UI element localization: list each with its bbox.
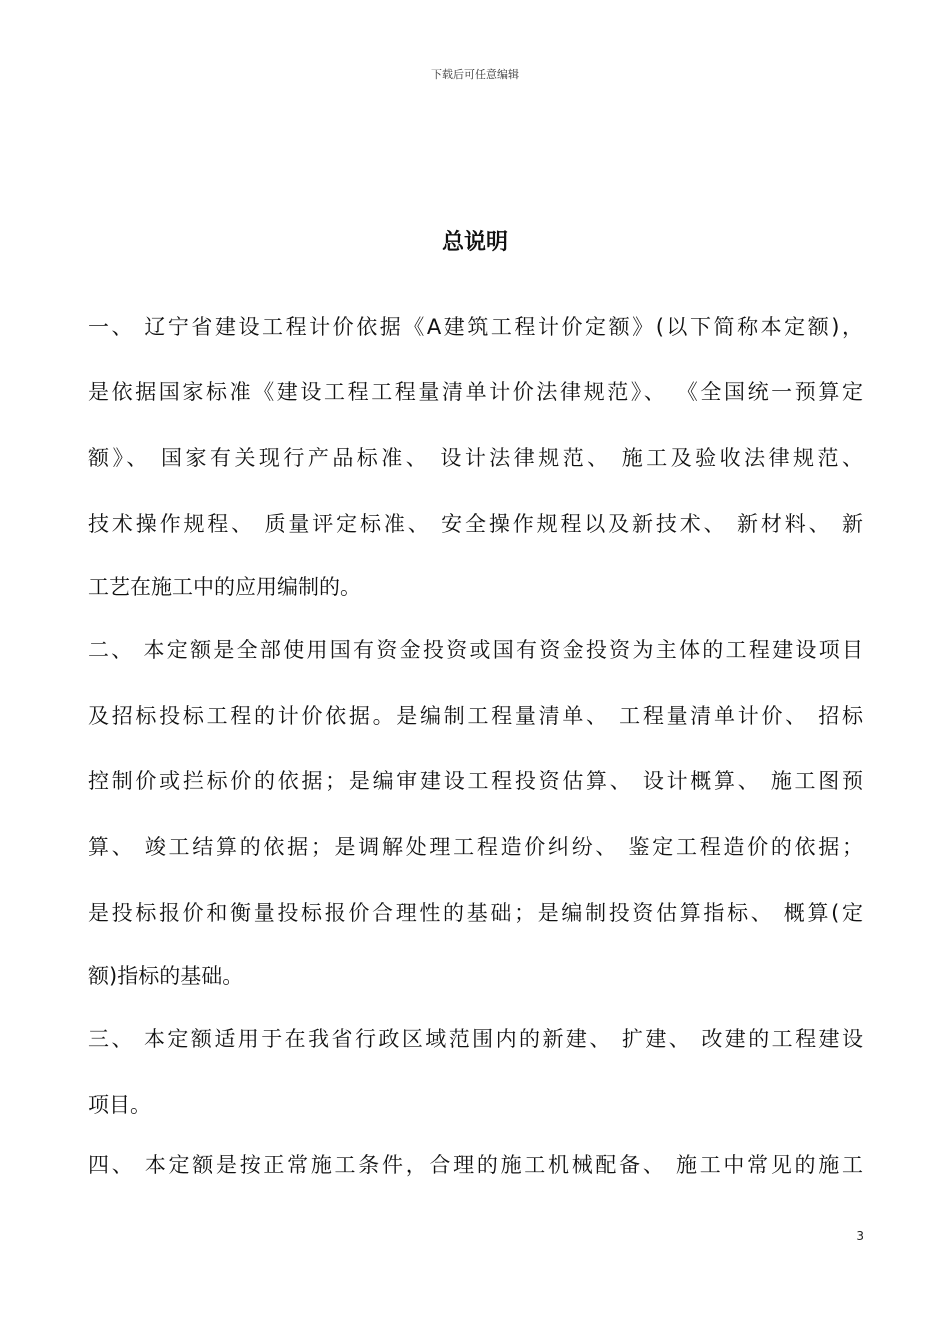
body-line: 项目。: [88, 1093, 151, 1117]
body-line: 额》、 国家有关现行产品标准、 设计法律规范、 施工及验收法律规范、: [88, 446, 863, 470]
body-line: 四、 本定额是按正常施工条件，合理的施工机械配备、 施工中常见的施工: [88, 1153, 863, 1177]
header-note: 下载后可任意编辑: [431, 68, 519, 81]
document-title: 总说明: [441, 230, 508, 255]
body-line: 算、 竣工结算的依据；是调解处理工程造价纠纷、 鉴定工程造价的依据；: [88, 835, 863, 859]
body-line: 是依据国家标准《建设工程工程量清单计价法律规范》、 《全国统一预算定: [88, 380, 863, 404]
body-line: 技术操作规程、 质量评定标准、 安全操作规程以及新技术、 新材料、 新: [88, 512, 863, 536]
body-line: 二、 本定额是全部使用国有资金投资或国有资金投资为主体的工程建设项目: [88, 638, 863, 662]
body-line: 额)指标的基础。: [88, 964, 244, 988]
body-line: 及招标投标工程的计价依据。是编制工程量清单、 工程量清单计价、 招标: [88, 704, 863, 728]
body-line: 是投标报价和衡量投标报价合理性的基础；是编制投资估算指标、 概算(定: [88, 901, 863, 925]
body-line: 一、 辽宁省建设工程计价依据《A建筑工程计价定额》(以下简称本定额)，: [88, 315, 863, 339]
page-number: 3: [856, 1229, 864, 1243]
body-line: 工艺在施工中的应用编制的。: [88, 575, 361, 599]
body-line: 三、 本定额适用于在我省行政区域范围内的新建、 扩建、 改建的工程建设: [88, 1027, 863, 1051]
body-line: 控制价或拦标价的依据；是编审建设工程投资估算、 设计概算、 施工图预: [88, 769, 863, 793]
